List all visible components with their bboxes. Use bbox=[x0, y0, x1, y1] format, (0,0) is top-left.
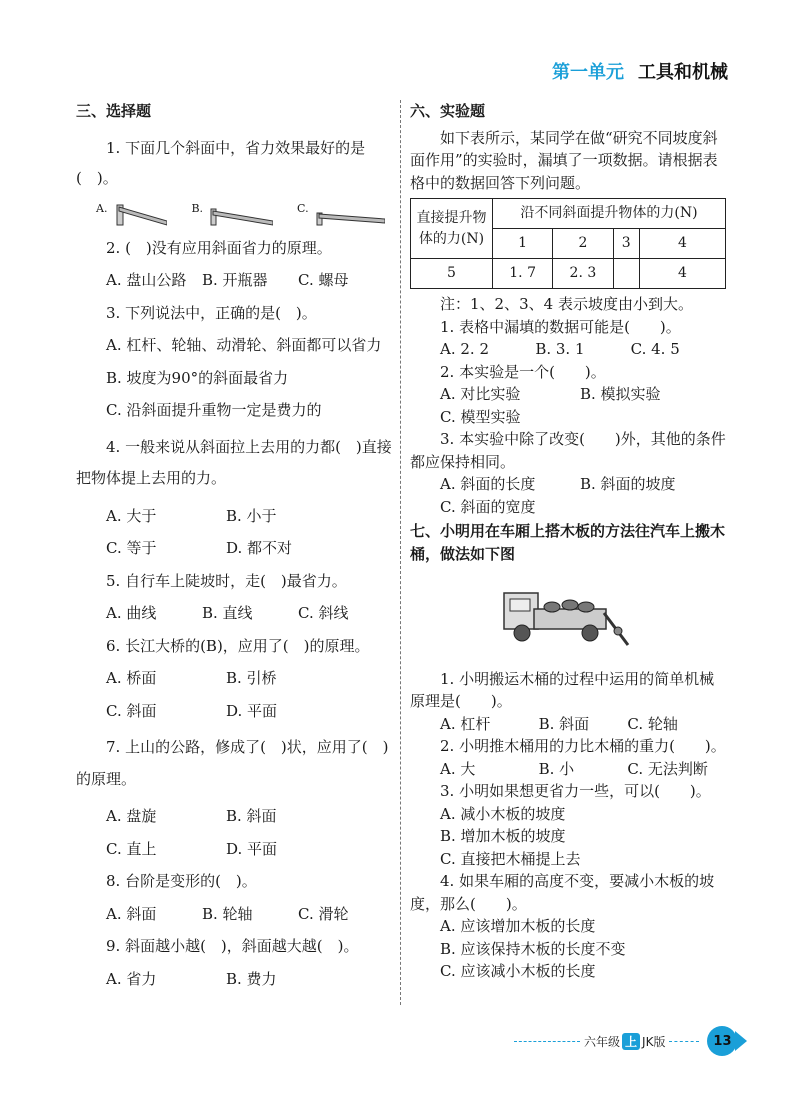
q2-option-b: B. 开瓶器 bbox=[202, 271, 268, 289]
q3-option-a: A. 杠杆、轮轴、动滑轮、斜面都可以省力 bbox=[106, 336, 382, 354]
question-9: 9. 斜面越小越( )，斜面越大越( )。 bbox=[106, 937, 359, 955]
s2-options bbox=[410, 758, 726, 781]
q4-option-a: A. 大于 bbox=[106, 506, 157, 525]
e2-options bbox=[410, 383, 726, 406]
column-divider bbox=[400, 100, 401, 1005]
q4-option-c: C. 等于 bbox=[106, 539, 157, 557]
table-cell: 2. 3 bbox=[553, 259, 613, 289]
q5-options bbox=[76, 602, 394, 625]
page-header bbox=[552, 58, 728, 84]
footer-dash bbox=[669, 1041, 699, 1042]
q3-option-b: B. 坡度为90°的斜面最省力 bbox=[106, 368, 289, 387]
q8-options bbox=[76, 903, 394, 926]
s3-option-c: C. 直接把木桶提上去 bbox=[440, 849, 581, 868]
ramp-a-label: A. bbox=[96, 201, 108, 215]
s2-option-c: C. 无法判断 bbox=[627, 759, 708, 778]
ramp-c-label: C. bbox=[297, 201, 309, 215]
term-badge: 上 bbox=[622, 1033, 640, 1050]
q5-option-c: C. 斜线 bbox=[298, 604, 349, 622]
q7-option-d: D. 平面 bbox=[226, 839, 278, 858]
ramp-figures bbox=[96, 201, 394, 227]
story-question-2: 2. 小明推木桶用的力比木桶的重力( )。 bbox=[440, 737, 726, 755]
table-cell: 4 bbox=[640, 259, 726, 289]
section-7-title: 七、小明用在车厢上搭木板的方法往汽车上搬木桶，做法如下图 bbox=[410, 522, 726, 563]
gentle-ramp-icon bbox=[313, 201, 385, 227]
q6-option-a: A. 桥面 bbox=[106, 669, 157, 687]
q6-options-row2 bbox=[76, 700, 394, 723]
page-footer bbox=[510, 1026, 737, 1056]
e1-option-c: C. 4. 5 bbox=[630, 340, 680, 358]
q2-option-c: C. 螺母 bbox=[298, 271, 349, 289]
e3-options bbox=[410, 473, 726, 496]
ramp-c bbox=[297, 201, 385, 227]
q8-option-a: A. 斜面 bbox=[106, 904, 157, 923]
truck-figure bbox=[500, 573, 726, 660]
table-note: 注：1、2、3、4 表示坡度由小到大。 bbox=[440, 295, 693, 313]
left-column bbox=[76, 100, 394, 990]
q8-option-c: C. 滑轮 bbox=[298, 904, 349, 923]
q9-options bbox=[76, 968, 394, 991]
q5-option-a: A. 曲线 bbox=[106, 604, 157, 622]
q6-option-b: B. 引桥 bbox=[226, 669, 277, 687]
table-subheader: 3 bbox=[613, 229, 639, 259]
table-subheader: 4 bbox=[640, 229, 726, 259]
question-7: 7. 上山的公路，修成了( )状，应用了( )的原理。 bbox=[76, 738, 389, 788]
story-question-3: 3. 小明如果想更省力一些，可以( )。 bbox=[440, 782, 711, 800]
q7-option-c: C. 直上 bbox=[106, 839, 157, 858]
grade-label: 六年级 bbox=[584, 1034, 621, 1049]
e1-options bbox=[410, 338, 726, 361]
footer-dash bbox=[514, 1041, 580, 1042]
question-8: 8. 台阶是变形的( )。 bbox=[106, 872, 257, 890]
table-header-direct: 直接提升物体的力(N) bbox=[411, 199, 493, 259]
question-1: 1. 下面几个斜面中，省力效果最好的是( )。 bbox=[76, 138, 366, 187]
s1-options bbox=[410, 713, 726, 736]
q2-options bbox=[76, 269, 394, 292]
s1-option-a: A. 杠杆 bbox=[440, 714, 491, 733]
ramp-a bbox=[96, 201, 167, 227]
s1-option-b: B. 斜面 bbox=[538, 714, 590, 733]
table-subheader: 1 bbox=[493, 229, 553, 259]
right-column bbox=[410, 100, 726, 983]
edition-label: JK版 bbox=[642, 1034, 666, 1049]
q7-options-row2 bbox=[76, 838, 394, 861]
table-cell: 5 bbox=[411, 259, 493, 289]
q7-option-b: B. 斜面 bbox=[226, 807, 277, 825]
e2-option-a: A. 对比实验 bbox=[440, 385, 521, 403]
q9-option-b: B. 费力 bbox=[226, 969, 277, 988]
s4-option-a: A. 应该增加木板的长度 bbox=[440, 917, 596, 935]
s4-option-c: C. 应该减小木板的长度 bbox=[440, 962, 596, 980]
question-3: 3. 下列说法中，正确的是( )。 bbox=[106, 303, 317, 322]
q6-options-row1 bbox=[76, 667, 394, 690]
unit-title: 工具和机械 bbox=[638, 62, 728, 83]
q4-options-row2 bbox=[76, 537, 394, 560]
ramp-b bbox=[191, 201, 273, 227]
table-header-slopes: 沿不同斜面提升物体的力(N) bbox=[493, 199, 726, 229]
q9-option-a: A. 省力 bbox=[106, 969, 157, 988]
experiment-table bbox=[410, 198, 726, 289]
section-6-title: 六、实验题 bbox=[410, 102, 486, 120]
q5-option-b: B. 直线 bbox=[202, 604, 253, 622]
e3-option-c: C. 斜面的宽度 bbox=[440, 497, 536, 516]
q3-option-c: C. 沿斜面提升重物一定是费力的 bbox=[106, 401, 322, 419]
q8-option-b: B. 轮轴 bbox=[202, 904, 253, 923]
experiment-question-2: 2. 本实验是一个( )。 bbox=[440, 362, 606, 381]
q7-option-a: A. 盘旋 bbox=[106, 807, 157, 825]
table-subheader: 2 bbox=[553, 229, 613, 259]
experiment-question-1: 1. 表格中漏填的数据可能是( )。 bbox=[440, 317, 681, 336]
question-5: 5. 自行车上陡坡时，走( )最省力。 bbox=[106, 571, 347, 590]
page-number: 13 bbox=[707, 1026, 737, 1056]
experiment-question-3: 3. 本实验中除了改变( )外，其他的条件都应保持相同。 bbox=[410, 430, 726, 471]
q4-option-b: B. 小于 bbox=[226, 506, 277, 525]
section-3-title: 三、选择题 bbox=[76, 102, 152, 120]
s1-option-c: C. 轮轴 bbox=[627, 714, 678, 733]
e3-option-b: B. 斜面的坡度 bbox=[580, 475, 676, 493]
s3-option-b: B. 增加木板的坡度 bbox=[440, 827, 566, 845]
steep-ramp-icon bbox=[111, 201, 167, 227]
e2-option-b: B. 模拟实验 bbox=[580, 385, 661, 403]
q6-option-d: D. 平面 bbox=[226, 701, 278, 720]
e1-option-b: B. 3. 1 bbox=[535, 340, 585, 358]
question-4: 4. 一般来说从斜面拉上去用的力都( )直接把物体提上去用的力。 bbox=[76, 437, 392, 487]
q2-option-a: A. 盘山公路 bbox=[106, 271, 187, 289]
q7-options-row1 bbox=[76, 805, 394, 828]
s3-option-a: A. 减小木板的坡度 bbox=[440, 804, 566, 823]
question-2: 2. ( )没有应用斜面省力的原理。 bbox=[106, 238, 332, 257]
truck-with-barrels-icon bbox=[500, 573, 630, 653]
table-cell-blank bbox=[613, 259, 639, 289]
story-question-1: 1. 小明搬运木桶的过程中运用的简单机械原理是( )。 bbox=[410, 669, 715, 710]
story-question-4: 4. 如果车厢的高度不变，要减小木板的坡度，那么( )。 bbox=[410, 872, 715, 913]
q4-options-row1 bbox=[76, 505, 394, 528]
medium-ramp-icon bbox=[207, 201, 273, 227]
s2-option-b: B. 小 bbox=[538, 759, 575, 778]
s2-option-a: A. 大 bbox=[440, 759, 476, 778]
q6-option-c: C. 斜面 bbox=[106, 701, 157, 720]
unit-label: 第一单元 bbox=[552, 62, 624, 83]
q4-option-d: D. 都不对 bbox=[226, 539, 293, 557]
ramp-b-label: B. bbox=[191, 201, 204, 215]
question-6: 6. 长江大桥的(B)，应用了( )的原理。 bbox=[106, 636, 370, 655]
e1-option-a: A. 2. 2 bbox=[440, 340, 489, 358]
s4-option-b: B. 应该保持木板的长度不变 bbox=[440, 939, 626, 958]
experiment-intro: 如下表所示，某同学在做“研究不同坡度斜面作用”的实验时，漏填了一项数据。请根据表格中的数据回答下列问题。 bbox=[410, 128, 718, 192]
e2-option-c: C. 模型实验 bbox=[440, 407, 521, 426]
e3-option-a: A. 斜面的长度 bbox=[440, 475, 536, 493]
table-cell: 1. 7 bbox=[493, 259, 553, 289]
